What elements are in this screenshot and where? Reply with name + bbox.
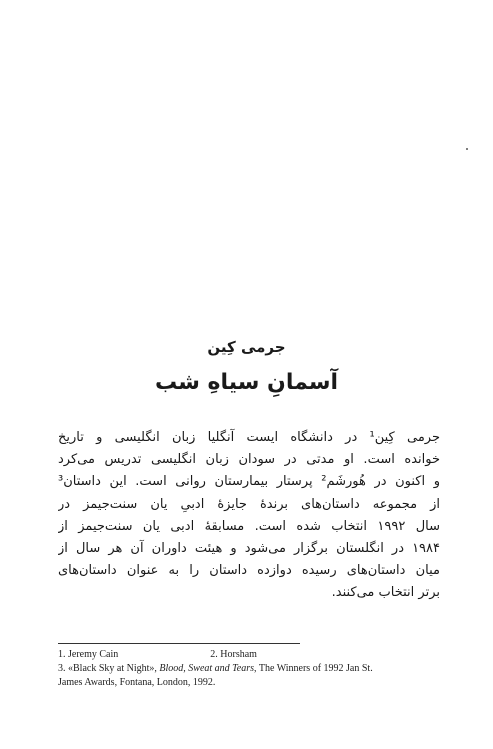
intro-paragraph (58, 427, 440, 605)
intro-line: خوانده است. او مدتی در سودان زبان انگلیسی تدریس می‌کرد (58, 452, 440, 468)
footnote-1: 1. Jeremy Cain (58, 649, 119, 660)
intro-line: برتر انتخاب می‌کنند. (331, 585, 440, 601)
footnotes (58, 648, 458, 690)
footnote-2: 2. Horsham (210, 649, 257, 660)
footnote-3-lead: 3. «Black Sky at Night», (58, 663, 160, 674)
footnote-divider (58, 643, 300, 644)
intro-line: میان داستان‌های رسیده دوازده داستان را به عنوان داستان‌های (58, 563, 440, 579)
story-title: آسمانِ سیاهِ شب (154, 370, 339, 395)
intro-line: از مجموعه داستان‌های برندهٔ جایزهٔ ادبیِ یان سنت‌جیمز در (58, 496, 440, 512)
intro-line: جرمی کِین¹ در دانشگاه ایست آنگلیا زبان انگلیسی و تاریخ (58, 430, 440, 445)
footnote-3-book-title: Blood, Sweat and Tears (159, 663, 255, 674)
intro-line: ۱۹۸۴ در انگلستان برگزار می‌شود و هیئت داوران آن هر سال از (58, 540, 440, 556)
stray-dot (466, 148, 468, 150)
footnote-3-rest: , The Winners of 1992 Jan St. (254, 663, 373, 674)
intro-line: سال ۱۹۹۲ انتخاب شده است. مسابقهٔ ادبی یان سنت‌جیمز از (58, 518, 440, 534)
footnote-3-continued: James Awards, Fontana, London, 1992. (58, 677, 216, 688)
author-name: جرمی کِین (207, 338, 286, 356)
intro-line: و اکنون در هُورشَم² پرستار بیمارستان روانی است. این داستان³ (58, 474, 440, 490)
footnote-row (58, 648, 458, 662)
footnote-3 (58, 662, 458, 676)
